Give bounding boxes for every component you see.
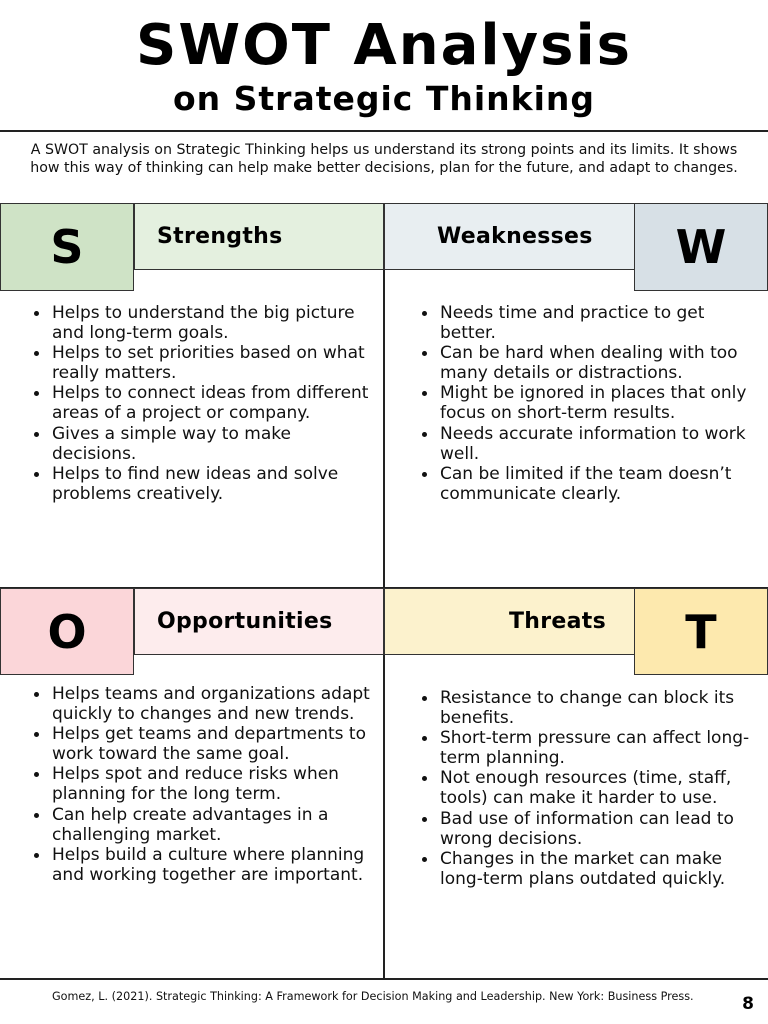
- threats-list-item: Not enough resources (time, staff, tools) can make it harder to use.: [418, 768, 753, 808]
- strengths-label-box: [134, 203, 384, 270]
- strengths-label: Strengths: [157, 224, 283, 249]
- footer-divider: [0, 978, 768, 980]
- strengths-letter: S: [50, 220, 84, 274]
- threats-list-item: Bad use of information can lead to wrong decisions.: [418, 809, 753, 849]
- weaknesses-list-item: Might be ignored in places that only focus on short-term results.: [418, 383, 753, 423]
- opportunities-list-item: Helps spot and reduce risks when planning for the long term.: [30, 764, 375, 804]
- threats-list-item: Short-term pressure can affect long-term planning.: [418, 728, 753, 768]
- page-subtitle: on Strategic Thinking: [172, 79, 596, 118]
- strengths-letter-box: [0, 203, 134, 291]
- strengths-list-item: Helps to find new ideas and solve problems creatively.: [30, 464, 375, 504]
- weaknesses-letter: W: [675, 220, 727, 274]
- strengths-list-item: Gives a simple way to make decisions.: [30, 424, 375, 464]
- weaknesses-label-box: [384, 203, 635, 270]
- opportunities-list-item: Can help create advantages in a challenging market.: [30, 805, 375, 845]
- weaknesses-list: [418, 303, 753, 504]
- weaknesses-list-item: Can be hard when dealing with too many details or distractions.: [418, 343, 753, 383]
- page-number: 8: [742, 994, 754, 1014]
- weaknesses-list-item: Needs time and practice to get better.: [418, 303, 753, 343]
- weaknesses-list-item: Needs accurate information to work well.: [418, 424, 753, 464]
- threats-list: [418, 688, 753, 889]
- opportunities-list-item: Helps build a culture where planning and working together are important.: [30, 845, 375, 885]
- weaknesses-label: Weaknesses: [437, 224, 593, 249]
- threats-label: Threats: [509, 609, 606, 634]
- opportunities-list-item: Helps teams and organizations adapt quickly to changes and new trends.: [30, 684, 375, 724]
- strengths-list-item: Helps to understand the big picture and long-term goals.: [30, 303, 375, 343]
- page-title: SWOT Analysis: [136, 13, 632, 78]
- threats-list-item: Changes in the market can make long-term plans outdated quickly.: [418, 849, 753, 889]
- strengths-list-item: Helps to connect ideas from different areas of a project or company.: [30, 383, 375, 423]
- strengths-list: [30, 303, 375, 504]
- footer-citation: Gomez, L. (2021). Strategic Thinking: A Framework for Decision Making and Leadership. New York: Business Press.: [52, 990, 694, 1003]
- opportunities-label: Opportunities: [157, 609, 333, 634]
- opportunities-list-item: Helps get teams and departments to work toward the same goal.: [30, 724, 375, 764]
- threats-letter-box: [634, 588, 768, 675]
- header-divider: [0, 130, 768, 132]
- strengths-list-item: Helps to set priorities based on what really matters.: [30, 343, 375, 383]
- threats-list-item: Resistance to change can block its benefits.: [418, 688, 753, 728]
- opportunities-letter: O: [47, 604, 87, 659]
- opportunities-label-box: [134, 588, 384, 655]
- opportunities-letter-box: [0, 588, 134, 675]
- threats-letter: T: [685, 604, 717, 659]
- opportunities-list: [30, 684, 375, 885]
- weaknesses-list-item: Can be limited if the team doesn’t communicate clearly.: [418, 464, 753, 504]
- intro-paragraph: A SWOT analysis on Strategic Thinking helps us understand its strong points and its limits. It shows how this way of thinking can help make better decisions, plan for the future, and adapt to changes.: [30, 142, 738, 176]
- weaknesses-letter-box: [634, 203, 768, 291]
- threats-label-box: [384, 588, 635, 655]
